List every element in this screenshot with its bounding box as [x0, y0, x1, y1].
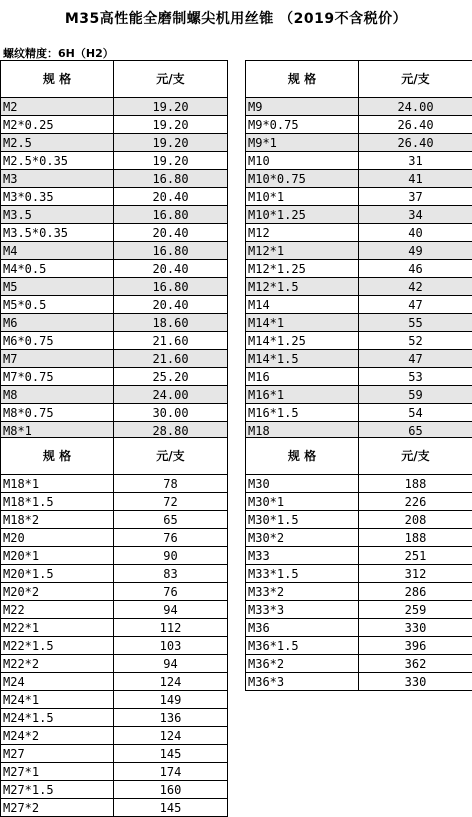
- unit-price-cell: 26.40: [359, 134, 472, 152]
- unit-price-cell: 20.40: [114, 260, 228, 278]
- thread-spec-cell: M16: [246, 368, 359, 386]
- unit-price-cell: 59: [359, 386, 472, 404]
- thread-spec-cell: M14: [246, 296, 359, 314]
- thread-spec-cell: M2.5: [1, 134, 114, 152]
- unit-price-cell: 37: [359, 188, 472, 206]
- table-row: [1, 763, 228, 781]
- table-row: [246, 116, 472, 134]
- thread-spec-cell: M3*0.35: [1, 188, 114, 206]
- table-row: [246, 224, 472, 242]
- table-row: [1, 709, 228, 727]
- unit-price-cell: 40: [359, 224, 472, 242]
- table-row: [246, 98, 472, 116]
- table-row: [1, 278, 228, 296]
- unit-price-cell: 124: [114, 727, 228, 745]
- thread-spec-cell: M14*1: [246, 314, 359, 332]
- unit-price-cell: 251: [359, 547, 472, 565]
- thread-spec-cell: M9: [246, 98, 359, 116]
- thread-spec-cell: M24*1.5: [1, 709, 114, 727]
- thread-spec-cell: M18*2: [1, 511, 114, 529]
- price-header: 元/支: [114, 438, 228, 475]
- table-row: [1, 260, 228, 278]
- table-row: [246, 565, 472, 583]
- unit-price-cell: 208: [359, 511, 472, 529]
- thread-spec-cell: M27: [1, 745, 114, 763]
- thread-spec-cell: M3.5*0.35: [1, 224, 114, 242]
- thread-spec-cell: M4: [1, 242, 114, 260]
- unit-price-cell: 76: [114, 583, 228, 601]
- price-table-m9-m18: [245, 60, 472, 440]
- unit-price-cell: 19.20: [114, 134, 228, 152]
- table-row: [1, 224, 228, 242]
- unit-price-cell: 112: [114, 619, 228, 637]
- thread-spec-cell: M27*1.5: [1, 781, 114, 799]
- thread-spec-cell: M24*1: [1, 691, 114, 709]
- thread-spec-cell: M36: [246, 619, 359, 637]
- unit-price-cell: 25.20: [114, 368, 228, 386]
- table-row: [1, 475, 228, 493]
- table-header-row: [246, 61, 472, 98]
- table-row: [1, 206, 228, 224]
- thread-spec-cell: M22*1.5: [1, 637, 114, 655]
- thread-spec-cell: M10*0.75: [246, 170, 359, 188]
- unit-price-cell: 20.40: [114, 188, 228, 206]
- unit-price-cell: 65: [114, 511, 228, 529]
- unit-price-cell: 226: [359, 493, 472, 511]
- thread-spec-cell: M18*1: [1, 475, 114, 493]
- thread-spec-cell: M22: [1, 601, 114, 619]
- table-row: [1, 637, 228, 655]
- unit-price-cell: 83: [114, 565, 228, 583]
- table-row: [246, 278, 472, 296]
- table-row: [1, 493, 228, 511]
- table-row: [1, 404, 228, 422]
- thread-spec-cell: M12: [246, 224, 359, 242]
- table-row: [246, 296, 472, 314]
- spec-header: 规 格: [246, 438, 359, 475]
- unit-price-cell: 78: [114, 475, 228, 493]
- unit-price-cell: 103: [114, 637, 228, 655]
- thread-spec-cell: M16*1: [246, 386, 359, 404]
- table-row: [1, 619, 228, 637]
- unit-price-cell: 28.80: [114, 422, 228, 440]
- thread-spec-cell: M36*1.5: [246, 637, 359, 655]
- table-row: [246, 152, 472, 170]
- table-header-row: [1, 438, 228, 475]
- table-row: [1, 691, 228, 709]
- table-row: [1, 242, 228, 260]
- table-row: [1, 188, 228, 206]
- unit-price-cell: 47: [359, 350, 472, 368]
- thread-spec-cell: M2*0.25: [1, 116, 114, 134]
- thread-spec-cell: M16*1.5: [246, 404, 359, 422]
- thread-spec-cell: M22*1: [1, 619, 114, 637]
- table-row: [246, 260, 472, 278]
- unit-price-cell: 24.00: [359, 98, 472, 116]
- price-table-m30-m36: [245, 437, 472, 691]
- spec-header: 规 格: [1, 438, 114, 475]
- table-row: [1, 583, 228, 601]
- thread-spec-cell: M7: [1, 350, 114, 368]
- table-row: [1, 727, 228, 745]
- unit-price-cell: 90: [114, 547, 228, 565]
- price-header: 元/支: [359, 61, 472, 98]
- thread-spec-cell: M36*2: [246, 655, 359, 673]
- unit-price-cell: 362: [359, 655, 472, 673]
- unit-price-cell: 145: [114, 799, 228, 817]
- unit-price-cell: 330: [359, 673, 472, 691]
- unit-price-cell: 312: [359, 565, 472, 583]
- unit-price-cell: 94: [114, 601, 228, 619]
- thread-spec-cell: M36*3: [246, 673, 359, 691]
- price-header: 元/支: [359, 438, 472, 475]
- unit-price-cell: 49: [359, 242, 472, 260]
- unit-price-cell: 330: [359, 619, 472, 637]
- thread-spec-cell: M20: [1, 529, 114, 547]
- unit-price-cell: 30.00: [114, 404, 228, 422]
- unit-price-cell: 124: [114, 673, 228, 691]
- unit-price-cell: 72: [114, 493, 228, 511]
- table-row: [246, 350, 472, 368]
- unit-price-cell: 286: [359, 583, 472, 601]
- table-row: [246, 529, 472, 547]
- table-row: [246, 134, 472, 152]
- unit-price-cell: 41: [359, 170, 472, 188]
- unit-price-cell: 21.60: [114, 350, 228, 368]
- spec-header: 规 格: [1, 61, 114, 98]
- unit-price-cell: 26.40: [359, 116, 472, 134]
- unit-price-cell: 145: [114, 745, 228, 763]
- unit-price-cell: 76: [114, 529, 228, 547]
- unit-price-cell: 16.80: [114, 242, 228, 260]
- unit-price-cell: 55: [359, 314, 472, 332]
- table-row: [1, 116, 228, 134]
- table-row: [1, 350, 228, 368]
- unit-price-cell: 16.80: [114, 170, 228, 188]
- thread-spec-cell: M14*1.25: [246, 332, 359, 350]
- page-title: M35高性能全磨制螺尖机用丝锥 （2019不含税价）: [0, 8, 472, 28]
- table-row: [1, 565, 228, 583]
- table-row: [246, 583, 472, 601]
- thread-spec-cell: M6*0.75: [1, 332, 114, 350]
- table-row: [1, 134, 228, 152]
- table-row: [1, 314, 228, 332]
- unit-price-cell: 19.20: [114, 98, 228, 116]
- price-table-m2-m8: [0, 60, 228, 440]
- unit-price-cell: 136: [114, 709, 228, 727]
- unit-price-cell: 19.20: [114, 116, 228, 134]
- thread-spec-cell: M18*1.5: [1, 493, 114, 511]
- table-row: [246, 386, 472, 404]
- thread-spec-cell: M33*2: [246, 583, 359, 601]
- thread-spec-cell: M6: [1, 314, 114, 332]
- thread-spec-cell: M20*1: [1, 547, 114, 565]
- unit-price-cell: 34: [359, 206, 472, 224]
- thread-spec-cell: M18: [246, 422, 359, 440]
- unit-price-cell: 18.60: [114, 314, 228, 332]
- table-row: [1, 170, 228, 188]
- thread-spec-cell: M27*1: [1, 763, 114, 781]
- table-row: [1, 781, 228, 799]
- table-row: [246, 206, 472, 224]
- unit-price-cell: 19.20: [114, 152, 228, 170]
- thread-spec-cell: M3: [1, 170, 114, 188]
- thread-spec-cell: M5*0.5: [1, 296, 114, 314]
- table-row: [246, 188, 472, 206]
- thread-spec-cell: M12*1.5: [246, 278, 359, 296]
- thread-spec-cell: M9*0.75: [246, 116, 359, 134]
- table-row: [246, 404, 472, 422]
- unit-price-cell: 16.80: [114, 278, 228, 296]
- table-row: [1, 368, 228, 386]
- table-row: [246, 637, 472, 655]
- unit-price-cell: 20.40: [114, 296, 228, 314]
- unit-price-cell: 46: [359, 260, 472, 278]
- unit-price-cell: 20.40: [114, 224, 228, 242]
- unit-price-cell: 259: [359, 601, 472, 619]
- unit-price-cell: 149: [114, 691, 228, 709]
- thread-spec-cell: M14*1.5: [246, 350, 359, 368]
- unit-price-cell: 174: [114, 763, 228, 781]
- table-row: [246, 619, 472, 637]
- thread-spec-cell: M30*1: [246, 493, 359, 511]
- thread-spec-cell: M30: [246, 475, 359, 493]
- table-header-row: [246, 438, 472, 475]
- table-row: [246, 547, 472, 565]
- thread-spec-cell: M2: [1, 98, 114, 116]
- unit-price-cell: 47: [359, 296, 472, 314]
- thread-spec-cell: M30*1.5: [246, 511, 359, 529]
- table-row: [1, 332, 228, 350]
- thread-spec-cell: M24: [1, 673, 114, 691]
- thread-spec-cell: M4*0.5: [1, 260, 114, 278]
- thread-spec-cell: M22*2: [1, 655, 114, 673]
- thread-spec-cell: M12*1.25: [246, 260, 359, 278]
- unit-price-cell: 31: [359, 152, 472, 170]
- thread-spec-cell: M33*1.5: [246, 565, 359, 583]
- table-header-row: [1, 61, 228, 98]
- price-header: 元/支: [114, 61, 228, 98]
- spec-header: 规 格: [246, 61, 359, 98]
- thread-spec-cell: M20*2: [1, 583, 114, 601]
- table-row: [1, 547, 228, 565]
- table-row: [246, 368, 472, 386]
- table-row: [246, 242, 472, 260]
- unit-price-cell: 16.80: [114, 206, 228, 224]
- table-row: [1, 386, 228, 404]
- table-row: [246, 601, 472, 619]
- thread-spec-cell: M30*2: [246, 529, 359, 547]
- table-row: [1, 673, 228, 691]
- unit-price-cell: 53: [359, 368, 472, 386]
- thread-spec-cell: M2.5*0.35: [1, 152, 114, 170]
- unit-price-cell: 160: [114, 781, 228, 799]
- unit-price-cell: 188: [359, 475, 472, 493]
- unit-price-cell: 24.00: [114, 386, 228, 404]
- table-row: [246, 655, 472, 673]
- table-row: [1, 511, 228, 529]
- unit-price-cell: 65: [359, 422, 472, 440]
- thread-spec-cell: M8*0.75: [1, 404, 114, 422]
- table-row: [246, 673, 472, 691]
- thread-spec-cell: M8: [1, 386, 114, 404]
- table-row: [1, 296, 228, 314]
- table-row: [246, 511, 472, 529]
- table-row: [1, 601, 228, 619]
- unit-price-cell: 396: [359, 637, 472, 655]
- thread-spec-cell: M12*1: [246, 242, 359, 260]
- thread-spec-cell: M7*0.75: [1, 368, 114, 386]
- thread-spec-cell: M10*1.25: [246, 206, 359, 224]
- table-row: [1, 98, 228, 116]
- thread-spec-cell: M24*2: [1, 727, 114, 745]
- table-row: [1, 529, 228, 547]
- table-row: [246, 170, 472, 188]
- unit-price-cell: 94: [114, 655, 228, 673]
- table-row: [1, 745, 228, 763]
- table-row: [246, 493, 472, 511]
- thread-spec-cell: M3.5: [1, 206, 114, 224]
- thread-spec-cell: M20*1.5: [1, 565, 114, 583]
- unit-price-cell: 42: [359, 278, 472, 296]
- thread-spec-cell: M10*1: [246, 188, 359, 206]
- table-row: [1, 655, 228, 673]
- thread-spec-cell: M9*1: [246, 134, 359, 152]
- thread-spec-cell: M33: [246, 547, 359, 565]
- table-row: [246, 475, 472, 493]
- thread-spec-cell: M27*2: [1, 799, 114, 817]
- thread-spec-cell: M10: [246, 152, 359, 170]
- thread-accuracy-note: 螺纹精度：6H（H2）: [3, 45, 114, 61]
- unit-price-cell: 188: [359, 529, 472, 547]
- table-row: [246, 332, 472, 350]
- thread-spec-cell: M5: [1, 278, 114, 296]
- table-row: [1, 799, 228, 817]
- thread-spec-cell: M33*3: [246, 601, 359, 619]
- table-row: [246, 314, 472, 332]
- unit-price-cell: 52: [359, 332, 472, 350]
- unit-price-cell: 54: [359, 404, 472, 422]
- price-table-m18-m27: [0, 437, 228, 817]
- thread-spec-cell: M8*1: [1, 422, 114, 440]
- table-row: [1, 152, 228, 170]
- unit-price-cell: 21.60: [114, 332, 228, 350]
